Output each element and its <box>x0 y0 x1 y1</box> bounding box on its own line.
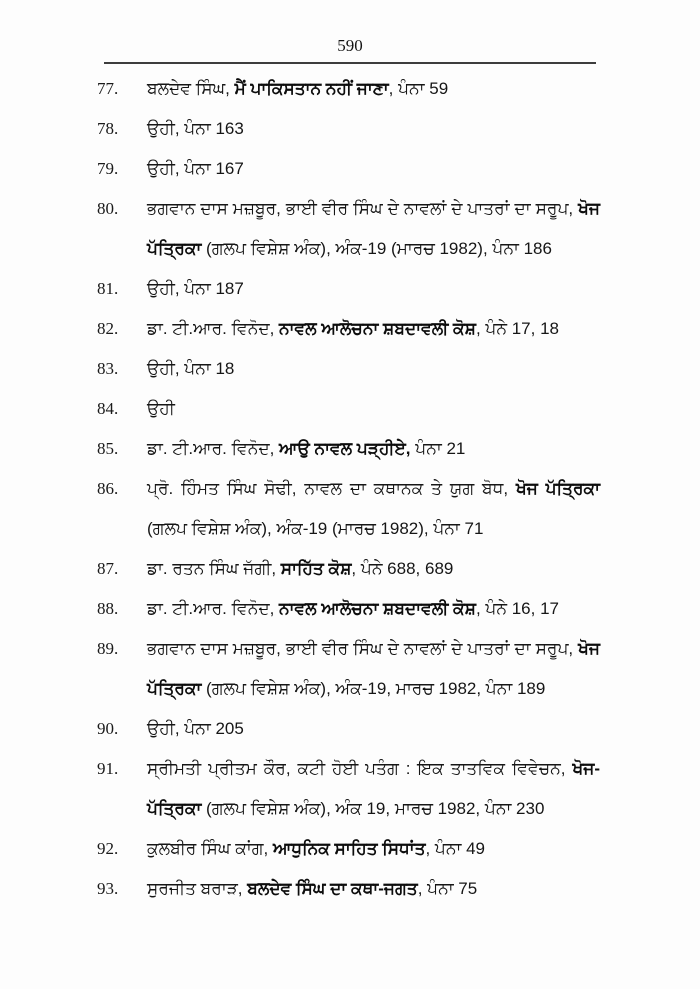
reference-entry <box>97 629 600 709</box>
entry-title-bold: ਮੈਂ ਪਾਕਿਸਤਾਨ ਨਹੀਂ ਜਾਣਾ <box>234 79 389 98</box>
entry-text <box>147 429 600 469</box>
reference-entry <box>97 189 600 269</box>
reference-entry <box>97 469 600 549</box>
entry-text-segment: ਭਗਵਾਨ ਦਾਸ ਮਜ਼ਬੂਰ, ਭਾਈ ਵੀਰ ਸਿੰਘ ਦੇ ਨਾਵਲਾਂ ਦੇ ਪਾਤਰਾਂ ਦਾ ਸਰੂਪ, <box>147 199 579 218</box>
entry-number: 93. <box>97 879 119 898</box>
reference-entry <box>97 149 600 189</box>
entry-text-segment: , ਪੰਨੇ 688, 689 <box>351 559 454 578</box>
reference-list <box>97 69 600 909</box>
reference-entry <box>97 429 600 469</box>
entry-text-segment: (ਗਲਪ ਵਿਸ਼ੇਸ਼ ਅੰਕ), ਅੰਕ-19, ਮਾਰਚ 1982, ਪੰਨਾ 189 <box>201 679 546 698</box>
entry-text-segment: ਬਲਦੇਵ ਸਿੰਘ, <box>147 79 235 98</box>
entry-text <box>147 829 600 869</box>
entry-title-bold: ਖੋਜ ਪੱਤ੍ਰਿਕਾ <box>147 639 600 698</box>
entry-text <box>147 349 600 389</box>
entry-title-bold: ਸਾਹਿੱਤ ਕੋਸ਼ <box>280 559 352 578</box>
entry-number: 77. <box>97 79 119 98</box>
entry-text-segment: ਉਹੀ, ਪੰਨਾ 167 <box>147 159 244 178</box>
entry-number: 80. <box>97 199 119 218</box>
entry-text-segment: ਡਾ. ਟੀ.ਆਰ. ਵਿਨੋਦ, <box>147 319 280 338</box>
entry-text <box>147 469 600 549</box>
entry-text <box>147 149 600 189</box>
entry-text <box>147 309 600 349</box>
entry-text <box>147 629 600 709</box>
entry-text <box>147 109 600 149</box>
entry-number: 79. <box>97 159 119 178</box>
entry-title-bold: ਆਉ ਨਾਵਲ ਪੜ੍ਹੀਏ, <box>279 439 411 458</box>
entry-number: 78. <box>97 119 119 138</box>
entry-text-segment: (ਗਲਪ ਵਿਸ਼ੇਸ਼ ਅੰਕ), ਅੰਕ 19, ਮਾਰਚ 1982, ਪੰਨਾ 230 <box>201 799 545 818</box>
reference-entry <box>97 589 600 629</box>
entry-text <box>147 709 600 749</box>
entry-number: 87. <box>97 559 119 578</box>
entry-number: 91. <box>97 759 119 778</box>
entry-number: 83. <box>97 359 119 378</box>
entry-text-segment: ਡਾ. ਟੀ.ਆਰ. ਵਿਨੋਦ, <box>147 439 280 458</box>
entry-text-segment: ਭਗਵਾਨ ਦਾਸ ਮਜ਼ਬੂਰ, ਭਾਈ ਵੀਰ ਸਿੰਘ ਦੇ ਨਾਵਲਾਂ ਦੇ ਪਾਤਰਾਂ ਦਾ ਸਰੂਪ, <box>147 639 579 658</box>
entry-title-bold: ਖੋਜ ਪੱਤ੍ਰਿਕਾ <box>147 199 600 258</box>
entry-text-segment: ਪੰਨਾ 21 <box>410 439 466 458</box>
entry-text-segment: ਕੁਲਬੀਰ ਸਿੰਘ ਕਾਂਗ, <box>147 839 273 858</box>
entry-text-segment: ਉਹੀ <box>147 399 175 418</box>
entry-text <box>147 589 600 629</box>
entry-text-segment: ਪ੍ਰੋ. ਹਿੰਮਤ ਸਿੰਘ ਸੋਢੀ, ਨਾਵਲ ਦਾ ਕਥਾਨਕ ਤੇ ਯੁਗ ਬੋਧ, <box>147 479 516 498</box>
entry-text-segment: ਉਹੀ, ਪੰਨਾ 163 <box>147 119 244 138</box>
entry-text-segment: (ਗਲਪ ਵਿਸ਼ੇਸ਼ ਅੰਕ), ਅੰਕ-19 (ਮਾਰਚ 1982), ਪੰਨਾ 186 <box>201 239 552 258</box>
entry-number: 85. <box>97 439 119 458</box>
header-rule <box>104 62 596 64</box>
entry-text-segment: , ਪੰਨਾ 49 <box>425 839 485 858</box>
entry-text <box>147 69 600 109</box>
entry-title-bold: ਨਾਵਲ ਆਲੋਚਨਾ ਸ਼ਬਦਾਵਲੀ ਕੋਸ਼ <box>279 319 476 338</box>
entry-text-segment: ਉਹੀ, ਪੰਨਾ 18 <box>147 359 235 378</box>
reference-entry <box>97 109 600 149</box>
entry-number: 81. <box>97 279 119 298</box>
entry-number: 92. <box>97 839 119 858</box>
entry-number: 84. <box>97 399 119 418</box>
reference-entry <box>97 749 600 829</box>
entry-title-bold: ਬਲਦੇਵ ਸਿੰਘ ਦਾ ਕਥਾ-ਜਗਤ <box>247 879 418 898</box>
entry-number: 82. <box>97 319 119 338</box>
entry-title-bold: ਆਧੁਨਿਕ ਸਾਹਿਤ ਸਿਧਾਂਤ <box>272 839 426 858</box>
reference-entry <box>97 349 600 389</box>
page-number: 590 <box>337 36 363 55</box>
entry-title-bold: ਖੋਜ ਪੱਤ੍ਰਿਕਾ <box>515 479 600 498</box>
entry-text <box>147 189 600 269</box>
entry-text <box>147 869 600 909</box>
entry-text-segment: ਉਹੀ, ਪੰਨਾ 205 <box>147 719 244 738</box>
entry-number: 90. <box>97 719 119 738</box>
entry-text <box>147 549 600 589</box>
entry-text-segment: (ਗਲਪ ਵਿਸ਼ੇਸ਼ ਅੰਕ), ਅੰਕ-19 (ਮਾਰਚ 1982), ਪੰਨਾ 71 <box>147 519 484 538</box>
reference-entry <box>97 829 600 869</box>
reference-entry <box>97 269 600 309</box>
reference-entry <box>97 389 600 429</box>
entry-text-segment: ਸ੍ਰੀਮਤੀ ਪ੍ਰੀਤਮ ਕੌਰ, ਕਟੀ ਹੋਈ ਪਤੰਗ : ਇਕ ਤਾਤਵਿਕ ਵਿਵੇਚਨ, <box>147 759 573 778</box>
entry-number: 89. <box>97 639 119 658</box>
reference-entry <box>97 69 600 109</box>
entry-text <box>147 389 600 429</box>
entry-title-bold: ਨਾਵਲ ਆਲੋਚਨਾ ਸ਼ਬਦਾਵਲੀ ਕੋਸ਼ <box>279 599 476 618</box>
reference-entry <box>97 309 600 349</box>
entry-text-segment: , ਪੰਨੇ 17, 18 <box>475 319 559 338</box>
entry-text-segment: ਸੁਰਜੀਤ ਬਰਾੜ, <box>147 879 248 898</box>
entry-text-segment: ਡਾ. ਰਤਨ ਸਿੰਘ ਜੱਗੀ, <box>147 559 281 578</box>
reference-entry <box>97 869 600 909</box>
entry-text-segment: ਉਹੀ, ਪੰਨਾ 187 <box>147 279 244 298</box>
entry-number: 86. <box>97 479 119 498</box>
entry-text <box>147 749 600 829</box>
entry-text <box>147 269 600 309</box>
entry-text-segment: , ਪੰਨਾ 75 <box>417 879 478 898</box>
entry-text-segment: ਡਾ. ਟੀ.ਆਰ. ਵਿਨੋਦ, <box>147 599 280 618</box>
reference-entry <box>97 549 600 589</box>
entry-text-segment: , ਪੰਨੇ 16, 17 <box>475 599 559 618</box>
entry-title-bold: ਖੋਜ-ਪੱਤ੍ਰਿਕਾ <box>147 759 600 818</box>
reference-entry <box>97 709 600 749</box>
entry-number: 88. <box>97 599 119 618</box>
entry-text-segment: , ਪੰਨਾ 59 <box>388 79 449 98</box>
